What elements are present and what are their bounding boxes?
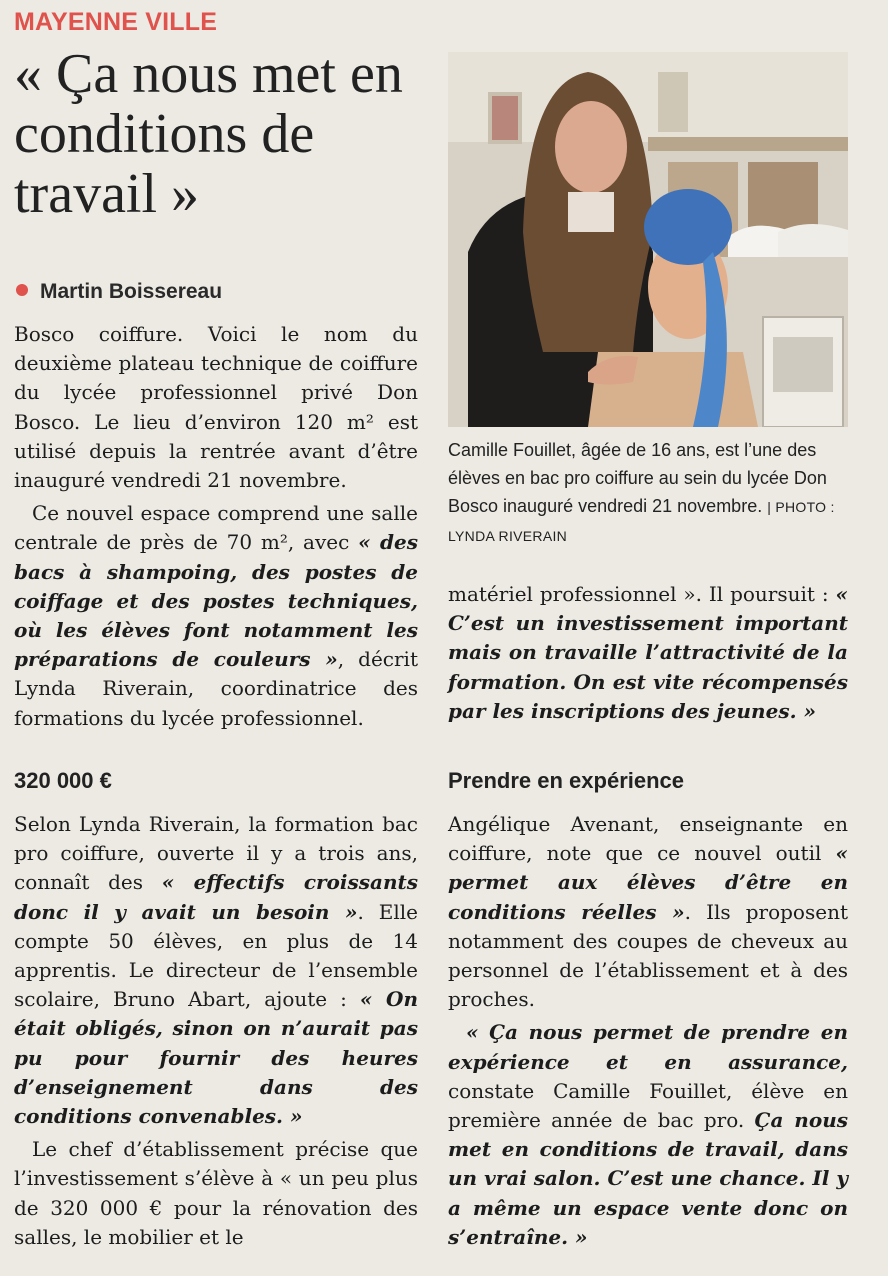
quote: Ça nous met en conditions de travail, dans un vrai salon. C’est une chance. Il y a même un espace vente donc on s’entraîne. » xyxy=(448,1108,848,1249)
text-run: Angélique Avenant, enseignante en coiffure, note que ce nouvel outil xyxy=(448,812,848,866)
text-run: constate Camille Fouillet, élève en première année de bac pro. xyxy=(448,1078,848,1133)
quote: « permet aux élèves d’être en conditions réelles » xyxy=(448,841,848,924)
text-run: Le chef d’établissement précise que l’investissement s’élève à « un peu plus de 320 000 € pour la rénovation des salles, le mobilier et le xyxy=(14,1137,418,1249)
paragraph xyxy=(14,499,418,733)
section-rubric: MAYENNE VILLE xyxy=(14,8,218,36)
quote: « des bacs à shampoing, des postes de coiffage et des postes techniques, où les élèves font notamment les préparations de couleurs » xyxy=(14,530,418,672)
column-right-lower xyxy=(448,810,848,1252)
paragraph: Bosco coiffure. Voici le nom du deuxième plateau technique de coiffure du lycée professionnel privé Don Bosco. Le lieu d’environ 120 m² est utilisé depuis la rentrée avant d’être inauguré vendredi 21 novembre. xyxy=(14,322,418,493)
quote: « On était obligés, sinon on n’aurait pas pu pour fournir des heures d’enseignement dans des conditions convenables. » xyxy=(14,987,418,1129)
paragraph xyxy=(448,810,848,1014)
article-photo xyxy=(448,52,848,427)
byline xyxy=(16,280,222,304)
paragraph xyxy=(14,810,418,1131)
subheading: Prendre en expérience xyxy=(448,768,685,793)
column-left-lower xyxy=(14,810,418,1252)
paragraph xyxy=(14,1135,418,1252)
author-name: Martin Boissereau xyxy=(40,280,223,303)
byline-dot-icon xyxy=(16,284,28,296)
quote: « effectifs croissants donc il y avait un besoin » xyxy=(14,870,419,924)
photo-caption xyxy=(448,436,852,550)
photo-illustration xyxy=(448,52,848,427)
text-run: . Ils proposent notamment des coupes de cheveux au personnel de l’établissement et à des proches. xyxy=(448,899,848,1012)
subheading: 320 000 € xyxy=(14,768,112,793)
article-headline: « Ça nous met en conditions de travail » xyxy=(14,43,403,225)
paragraph xyxy=(448,1018,848,1252)
column-left xyxy=(14,320,418,733)
quote: « Ça nous permet de prendre en expérience et en assurance, xyxy=(448,1020,848,1074)
text-run: Selon Lynda Riverain, la formation bac pro coiffure, ouverte il y a trois ans, connaît des xyxy=(14,812,418,895)
text-run: Ce nouvel espace comprend une salle centrale de près de 70 m², avec xyxy=(14,501,418,555)
text-run: , décrit Lynda Riverain, coordinatrice des formations du lycée professionnel. xyxy=(14,647,418,730)
caption-text: Camille Fouillet, âgée de 16 ans, est l’une des élèves en bac pro coiffure au sein du lycée Don Bosco inauguré vendredi 21 novembre. xyxy=(448,440,827,516)
photo-credit: | PHOTO : LYNDA RIVERAIN xyxy=(448,499,835,544)
column-right xyxy=(448,580,848,726)
text-run: . Elle compte 50 élèves, en plus de 14 apprentis. Le directeur de l’ensemble scolaire, Bruno Abart, ajoute : xyxy=(14,899,418,1012)
paragraph-continued: matériel professionnel ». Il poursuit : « C’est un investissement important mais on travaille l’attractivité de la formation. On est vite récompensés par les inscriptions des jeunes. » xyxy=(448,582,848,723)
